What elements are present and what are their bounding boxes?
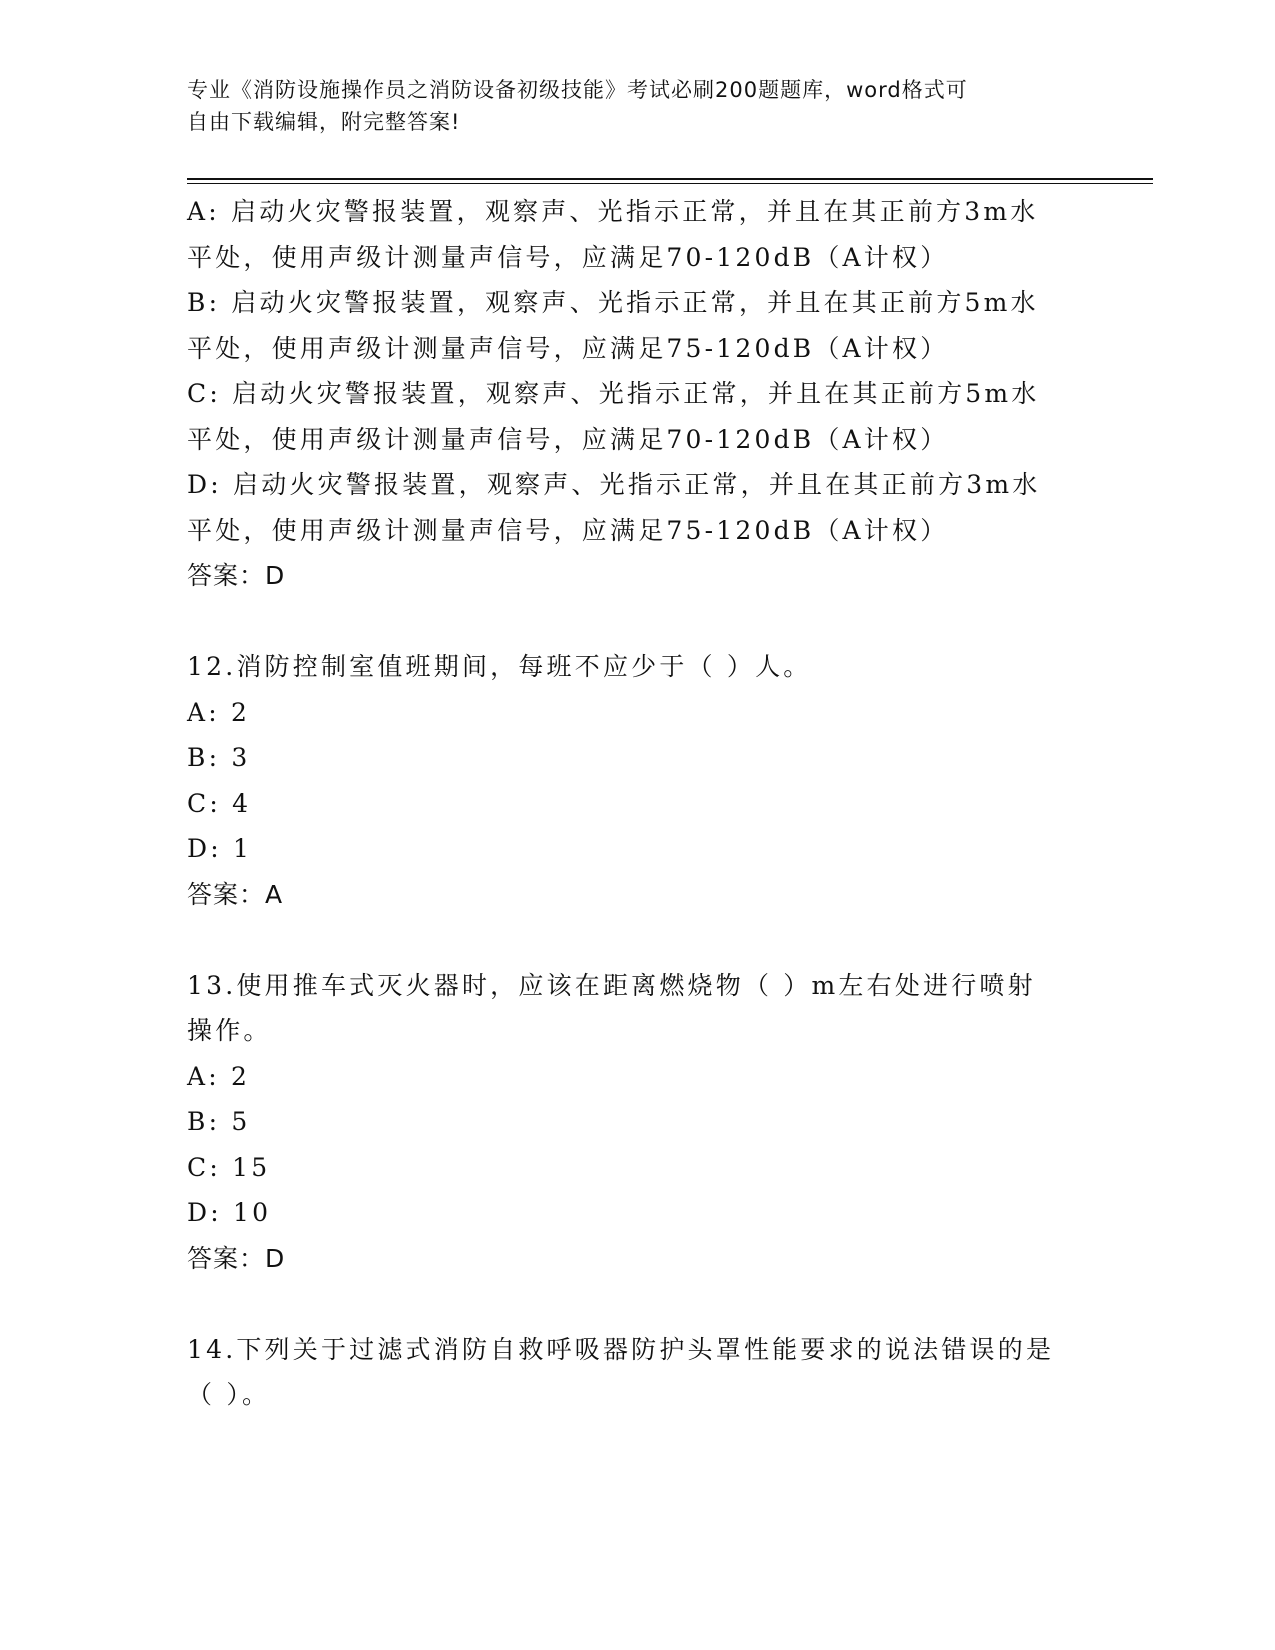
option-b: B: 5 [187,1107,251,1136]
option-d [187,462,1087,553]
question-stem-line-2: 操作。 [187,1016,272,1045]
option-d-line-2: 平处，使用声级计测量声信号，应满足75-120dB（A计权） [187,515,949,545]
option-c-line-2: 平处，使用声级计测量声信号，应满足70-120dB（A计权） [187,424,949,454]
answer: 答案：D [187,1243,286,1273]
option-c [187,371,1087,462]
spacer [187,1281,1087,1327]
option-a: A: 2 [187,697,251,727]
question-stem-line-1: 14.下列关于过滤式消防自救呼吸器防护头罩性能要求的说法错误的是 [187,1334,1055,1364]
option-a: A: 2 [187,1061,251,1091]
option-a-line-2: 平处，使用声级计测量声信号，应满足70-120dB（A计权） [187,242,949,272]
question-content [187,189,1087,1418]
option-d: D: 1 [187,834,253,863]
question-14 [187,1327,1087,1418]
option-c-line-1: C: 启动火灾警报装置，观察声、光指示正常，并且在其正前方5m水 [187,379,1040,408]
header-title-line-1: 专业《消防设施操作员之消防设备初级技能》考试必刷200题题库，word格式可 [187,78,968,102]
option-d: D: 10 [187,1198,272,1227]
question-stem: 12.消防控制室值班期间，每班不应少于（ ）人。 [187,652,812,681]
answer: 答案：A [187,879,284,909]
option-b-line-1: B: 启动火灾警报装置，观察声、光指示正常，并且在其正前方5m水 [187,288,1039,317]
answer: 答案：D [187,561,286,590]
header-divider-thick [187,178,1153,180]
option-d-line-1: D: 启动火灾警报装置，观察声、光指示正常，并且在其正前方3m水 [187,470,1041,499]
question-stem-line-1: 13.使用推车式灭火器时，应该在距离燃烧物（ ）m左右处进行喷射 [187,970,1036,1000]
option-a-line-1: A: 启动火灾警报装置，观察声、光指示正常，并且在其正前方3m水 [187,197,1039,226]
spacer [187,917,1087,963]
question-11 [187,189,1087,599]
document-header [187,74,1067,138]
header-divider-thin [187,183,1153,184]
option-c: C: 4 [187,788,252,818]
question-12 [187,644,1087,917]
question-13 [187,963,1087,1282]
header-title-line-2: 自由下载编辑，附完整答案! [187,110,461,134]
question-stem-line-2: （ ）。 [187,1380,271,1409]
option-b: B: 3 [187,743,251,772]
option-a [187,189,1087,280]
spacer [187,599,1087,645]
option-b-line-2: 平处，使用声级计测量声信号，应满足75-120dB（A计权） [187,333,949,363]
option-c: C: 15 [187,1152,271,1182]
option-b [187,280,1087,371]
